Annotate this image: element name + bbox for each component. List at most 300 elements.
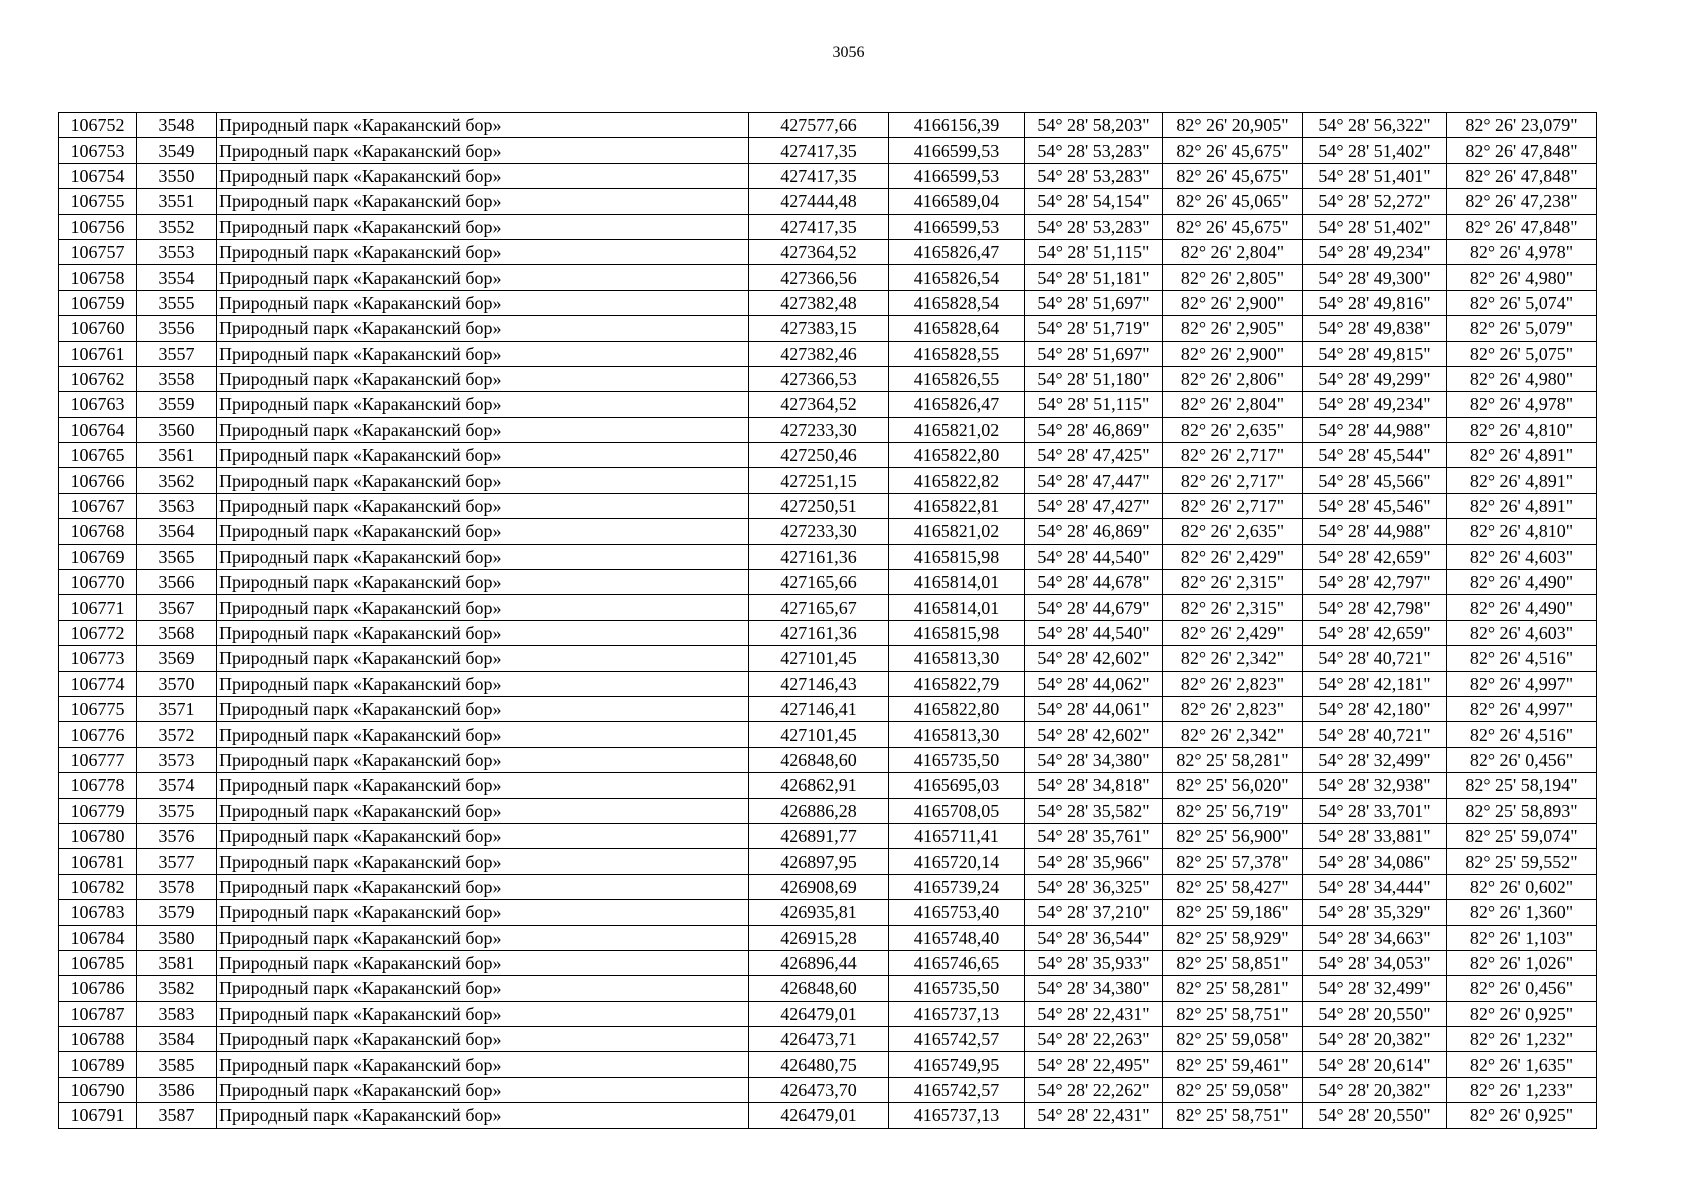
longitude-1-cell: 82° 25' 57,378" [1163, 849, 1303, 874]
table-row [59, 900, 1597, 925]
latitude-2-cell: 54° 28' 51,402" [1303, 138, 1447, 163]
record-id-cell: 106777 [59, 747, 137, 772]
longitude-2-cell: 82° 26' 47,848" [1447, 163, 1597, 188]
point-number-cell: 3568 [137, 620, 217, 645]
latitude-2-cell: 54° 28' 49,234" [1303, 392, 1447, 417]
longitude-1-cell: 82° 26' 2,315" [1163, 570, 1303, 595]
latitude-1-cell: 54° 28' 35,582" [1025, 798, 1163, 823]
record-id-cell: 106766 [59, 468, 137, 493]
point-number-cell: 3561 [137, 443, 217, 468]
point-number-cell: 3581 [137, 950, 217, 975]
table-row [59, 823, 1597, 848]
object-name-cell: Природный парк «Караканский бор» [217, 443, 749, 468]
x-coordinate-cell: 426896,44 [749, 950, 889, 975]
latitude-1-cell: 54° 28' 22,431" [1025, 1103, 1163, 1128]
longitude-1-cell: 82° 26' 2,635" [1163, 519, 1303, 544]
point-number-cell: 3554 [137, 265, 217, 290]
point-number-cell: 3580 [137, 925, 217, 950]
latitude-2-cell: 54° 28' 56,322" [1303, 113, 1447, 138]
object-name-cell: Природный парк «Караканский бор» [217, 519, 749, 544]
longitude-2-cell: 82° 26' 5,079" [1447, 316, 1597, 341]
latitude-2-cell: 54° 28' 33,701" [1303, 798, 1447, 823]
point-number-cell: 3578 [137, 874, 217, 899]
table-row [59, 265, 1597, 290]
record-id-cell: 106762 [59, 366, 137, 391]
table-row [59, 1001, 1597, 1026]
y-coordinate-cell: 4165826,47 [889, 239, 1025, 264]
object-name-cell: Природный парк «Караканский бор» [217, 468, 749, 493]
y-coordinate-cell: 4165826,47 [889, 392, 1025, 417]
record-id-cell: 106756 [59, 214, 137, 239]
x-coordinate-cell: 426479,01 [749, 1001, 889, 1026]
object-name-cell: Природный парк «Караканский бор» [217, 646, 749, 671]
y-coordinate-cell: 4165822,79 [889, 671, 1025, 696]
latitude-1-cell: 54° 28' 46,869" [1025, 519, 1163, 544]
coordinates-table-body [59, 113, 1597, 1129]
object-name-cell: Природный парк «Караканский бор» [217, 722, 749, 747]
object-name-cell: Природный парк «Караканский бор» [217, 823, 749, 848]
object-name-cell: Природный парк «Караканский бор» [217, 214, 749, 239]
table-row [59, 646, 1597, 671]
latitude-1-cell: 54° 28' 53,283" [1025, 138, 1163, 163]
x-coordinate-cell: 427165,67 [749, 595, 889, 620]
x-coordinate-cell: 427417,35 [749, 163, 889, 188]
y-coordinate-cell: 4165815,98 [889, 544, 1025, 569]
latitude-2-cell: 54° 28' 34,086" [1303, 849, 1447, 874]
longitude-1-cell: 82° 25' 59,058" [1163, 1027, 1303, 1052]
latitude-1-cell: 54° 28' 51,697" [1025, 290, 1163, 315]
longitude-2-cell: 82° 26' 1,635" [1447, 1052, 1597, 1077]
point-number-cell: 3587 [137, 1103, 217, 1128]
record-id-cell: 106774 [59, 671, 137, 696]
longitude-1-cell: 82° 25' 56,900" [1163, 823, 1303, 848]
record-id-cell: 106787 [59, 1001, 137, 1026]
object-name-cell: Природный парк «Караканский бор» [217, 544, 749, 569]
point-number-cell: 3567 [137, 595, 217, 620]
record-id-cell: 106761 [59, 341, 137, 366]
latitude-1-cell: 54° 28' 58,203" [1025, 113, 1163, 138]
latitude-1-cell: 54° 28' 35,761" [1025, 823, 1163, 848]
latitude-1-cell: 54° 28' 37,210" [1025, 900, 1163, 925]
point-number-cell: 3550 [137, 163, 217, 188]
object-name-cell: Природный парк «Караканский бор» [217, 696, 749, 721]
latitude-2-cell: 54° 28' 20,614" [1303, 1052, 1447, 1077]
latitude-2-cell: 54° 28' 40,721" [1303, 646, 1447, 671]
table-row [59, 798, 1597, 823]
longitude-2-cell: 82° 25' 59,552" [1447, 849, 1597, 874]
longitude-2-cell: 82° 26' 4,603" [1447, 620, 1597, 645]
x-coordinate-cell: 427161,36 [749, 620, 889, 645]
longitude-1-cell: 82° 26' 2,717" [1163, 468, 1303, 493]
latitude-1-cell: 54° 28' 51,181" [1025, 265, 1163, 290]
longitude-2-cell: 82° 26' 1,233" [1447, 1077, 1597, 1102]
table-row [59, 316, 1597, 341]
object-name-cell: Природный парк «Караканский бор» [217, 265, 749, 290]
table-row [59, 595, 1597, 620]
record-id-cell: 106763 [59, 392, 137, 417]
table-row [59, 493, 1597, 518]
record-id-cell: 106786 [59, 976, 137, 1001]
y-coordinate-cell: 4165826,55 [889, 366, 1025, 391]
latitude-2-cell: 54° 28' 32,938" [1303, 773, 1447, 798]
y-coordinate-cell: 4165813,30 [889, 722, 1025, 747]
longitude-2-cell: 82° 26' 4,603" [1447, 544, 1597, 569]
coordinates-table [58, 112, 1597, 1129]
y-coordinate-cell: 4166156,39 [889, 113, 1025, 138]
y-coordinate-cell: 4166599,53 [889, 163, 1025, 188]
record-id-cell: 106757 [59, 239, 137, 264]
record-id-cell: 106764 [59, 417, 137, 442]
object-name-cell: Природный парк «Караканский бор» [217, 900, 749, 925]
table-row [59, 544, 1597, 569]
table-row [59, 976, 1597, 1001]
y-coordinate-cell: 4165695,03 [889, 773, 1025, 798]
latitude-2-cell: 54° 28' 45,544" [1303, 443, 1447, 468]
y-coordinate-cell: 4165813,30 [889, 646, 1025, 671]
latitude-2-cell: 54° 28' 44,988" [1303, 417, 1447, 442]
point-number-cell: 3575 [137, 798, 217, 823]
latitude-1-cell: 54° 28' 53,283" [1025, 163, 1163, 188]
longitude-2-cell: 82° 26' 0,456" [1447, 976, 1597, 1001]
y-coordinate-cell: 4165814,01 [889, 595, 1025, 620]
object-name-cell: Природный парк «Караканский бор» [217, 798, 749, 823]
point-number-cell: 3548 [137, 113, 217, 138]
latitude-2-cell: 54° 28' 40,721" [1303, 722, 1447, 747]
x-coordinate-cell: 426480,75 [749, 1052, 889, 1077]
longitude-2-cell: 82° 26' 1,103" [1447, 925, 1597, 950]
longitude-2-cell: 82° 26' 4,490" [1447, 570, 1597, 595]
object-name-cell: Природный парк «Караканский бор» [217, 239, 749, 264]
table-row [59, 138, 1597, 163]
longitude-2-cell: 82° 26' 4,891" [1447, 493, 1597, 518]
x-coordinate-cell: 427577,66 [749, 113, 889, 138]
latitude-1-cell: 54° 28' 51,697" [1025, 341, 1163, 366]
table-row [59, 722, 1597, 747]
latitude-2-cell: 54° 28' 42,181" [1303, 671, 1447, 696]
object-name-cell: Природный парк «Караканский бор» [217, 163, 749, 188]
longitude-2-cell: 82° 26' 4,490" [1447, 595, 1597, 620]
table-row [59, 950, 1597, 975]
y-coordinate-cell: 4165822,80 [889, 696, 1025, 721]
record-id-cell: 106788 [59, 1027, 137, 1052]
table-row [59, 747, 1597, 772]
y-coordinate-cell: 4165828,54 [889, 290, 1025, 315]
latitude-2-cell: 54° 28' 20,382" [1303, 1077, 1447, 1102]
x-coordinate-cell: 427101,45 [749, 722, 889, 747]
latitude-1-cell: 54° 28' 44,540" [1025, 544, 1163, 569]
record-id-cell: 106779 [59, 798, 137, 823]
x-coordinate-cell: 426862,91 [749, 773, 889, 798]
longitude-1-cell: 82° 26' 20,905" [1163, 113, 1303, 138]
table-row [59, 239, 1597, 264]
point-number-cell: 3552 [137, 214, 217, 239]
table-row [59, 925, 1597, 950]
record-id-cell: 106782 [59, 874, 137, 899]
longitude-2-cell: 82° 26' 23,079" [1447, 113, 1597, 138]
latitude-2-cell: 54° 28' 52,272" [1303, 189, 1447, 214]
longitude-2-cell: 82° 26' 4,997" [1447, 696, 1597, 721]
latitude-1-cell: 54° 28' 22,431" [1025, 1001, 1163, 1026]
longitude-1-cell: 82° 26' 2,717" [1163, 493, 1303, 518]
longitude-2-cell: 82° 26' 4,980" [1447, 366, 1597, 391]
object-name-cell: Природный парк «Караканский бор» [217, 671, 749, 696]
y-coordinate-cell: 4165828,55 [889, 341, 1025, 366]
longitude-1-cell: 82° 26' 45,675" [1163, 214, 1303, 239]
table-row [59, 773, 1597, 798]
record-id-cell: 106785 [59, 950, 137, 975]
record-id-cell: 106772 [59, 620, 137, 645]
longitude-1-cell: 82° 25' 58,929" [1163, 925, 1303, 950]
longitude-1-cell: 82° 26' 2,823" [1163, 671, 1303, 696]
record-id-cell: 106755 [59, 189, 137, 214]
longitude-1-cell: 82° 26' 2,717" [1163, 443, 1303, 468]
longitude-2-cell: 82° 26' 1,026" [1447, 950, 1597, 975]
object-name-cell: Природный парк «Караканский бор» [217, 1027, 749, 1052]
record-id-cell: 106754 [59, 163, 137, 188]
latitude-1-cell: 54° 28' 44,062" [1025, 671, 1163, 696]
point-number-cell: 3579 [137, 900, 217, 925]
longitude-1-cell: 82° 25' 58,751" [1163, 1103, 1303, 1128]
point-number-cell: 3558 [137, 366, 217, 391]
table-row [59, 874, 1597, 899]
y-coordinate-cell: 4165737,13 [889, 1103, 1025, 1128]
longitude-2-cell: 82° 26' 5,074" [1447, 290, 1597, 315]
table-row [59, 417, 1597, 442]
y-coordinate-cell: 4165822,81 [889, 493, 1025, 518]
point-number-cell: 3559 [137, 392, 217, 417]
longitude-1-cell: 82° 26' 2,900" [1163, 341, 1303, 366]
y-coordinate-cell: 4166599,53 [889, 214, 1025, 239]
table-row [59, 620, 1597, 645]
longitude-2-cell: 82° 26' 0,925" [1447, 1001, 1597, 1026]
latitude-2-cell: 54° 28' 49,299" [1303, 366, 1447, 391]
object-name-cell: Природный парк «Караканский бор» [217, 1103, 749, 1128]
object-name-cell: Природный парк «Караканский бор» [217, 874, 749, 899]
object-name-cell: Природный парк «Караканский бор» [217, 976, 749, 1001]
record-id-cell: 106759 [59, 290, 137, 315]
latitude-2-cell: 54° 28' 44,988" [1303, 519, 1447, 544]
y-coordinate-cell: 4165708,05 [889, 798, 1025, 823]
latitude-1-cell: 54° 28' 36,544" [1025, 925, 1163, 950]
record-id-cell: 106773 [59, 646, 137, 671]
x-coordinate-cell: 427101,45 [749, 646, 889, 671]
longitude-2-cell: 82° 26' 1,360" [1447, 900, 1597, 925]
x-coordinate-cell: 427444,48 [749, 189, 889, 214]
latitude-2-cell: 54° 28' 51,402" [1303, 214, 1447, 239]
latitude-1-cell: 54° 28' 51,115" [1025, 239, 1163, 264]
latitude-2-cell: 54° 28' 32,499" [1303, 747, 1447, 772]
latitude-2-cell: 54° 28' 49,815" [1303, 341, 1447, 366]
longitude-1-cell: 82° 25' 58,281" [1163, 976, 1303, 1001]
record-id-cell: 106769 [59, 544, 137, 569]
object-name-cell: Природный парк «Караканский бор» [217, 1077, 749, 1102]
point-number-cell: 3549 [137, 138, 217, 163]
longitude-1-cell: 82° 25' 59,058" [1163, 1077, 1303, 1102]
x-coordinate-cell: 427165,66 [749, 570, 889, 595]
x-coordinate-cell: 427233,30 [749, 417, 889, 442]
y-coordinate-cell: 4165749,95 [889, 1052, 1025, 1077]
record-id-cell: 106776 [59, 722, 137, 747]
record-id-cell: 106752 [59, 113, 137, 138]
x-coordinate-cell: 427146,41 [749, 696, 889, 721]
y-coordinate-cell: 4165739,24 [889, 874, 1025, 899]
latitude-1-cell: 54° 28' 51,180" [1025, 366, 1163, 391]
latitude-1-cell: 54° 28' 51,115" [1025, 392, 1163, 417]
latitude-1-cell: 54° 28' 22,263" [1025, 1027, 1163, 1052]
table-row [59, 849, 1597, 874]
record-id-cell: 106780 [59, 823, 137, 848]
y-coordinate-cell: 4165735,50 [889, 976, 1025, 1001]
latitude-1-cell: 54° 28' 42,602" [1025, 722, 1163, 747]
latitude-2-cell: 54° 28' 34,053" [1303, 950, 1447, 975]
record-id-cell: 106783 [59, 900, 137, 925]
point-number-cell: 3565 [137, 544, 217, 569]
point-number-cell: 3577 [137, 849, 217, 874]
object-name-cell: Природный парк «Караканский бор» [217, 392, 749, 417]
point-number-cell: 3570 [137, 671, 217, 696]
longitude-1-cell: 82° 25' 56,020" [1163, 773, 1303, 798]
longitude-2-cell: 82° 26' 0,602" [1447, 874, 1597, 899]
latitude-2-cell: 54° 28' 49,234" [1303, 239, 1447, 264]
x-coordinate-cell: 427366,53 [749, 366, 889, 391]
table-row [59, 189, 1597, 214]
longitude-2-cell: 82° 26' 4,978" [1447, 239, 1597, 264]
point-number-cell: 3564 [137, 519, 217, 544]
latitude-1-cell: 54° 28' 47,427" [1025, 493, 1163, 518]
longitude-1-cell: 82° 25' 58,751" [1163, 1001, 1303, 1026]
latitude-2-cell: 54° 28' 49,816" [1303, 290, 1447, 315]
latitude-2-cell: 54° 28' 45,566" [1303, 468, 1447, 493]
table-row [59, 163, 1597, 188]
latitude-1-cell: 54° 28' 36,325" [1025, 874, 1163, 899]
x-coordinate-cell: 426886,28 [749, 798, 889, 823]
latitude-2-cell: 54° 28' 33,881" [1303, 823, 1447, 848]
longitude-1-cell: 82° 26' 2,342" [1163, 722, 1303, 747]
point-number-cell: 3560 [137, 417, 217, 442]
latitude-1-cell: 54° 28' 53,283" [1025, 214, 1163, 239]
longitude-2-cell: 82° 26' 47,848" [1447, 214, 1597, 239]
latitude-2-cell: 54° 28' 42,659" [1303, 620, 1447, 645]
longitude-2-cell: 82° 25' 58,194" [1447, 773, 1597, 798]
y-coordinate-cell: 4166589,04 [889, 189, 1025, 214]
y-coordinate-cell: 4165742,57 [889, 1077, 1025, 1102]
object-name-cell: Природный парк «Караканский бор» [217, 316, 749, 341]
latitude-1-cell: 54° 28' 42,602" [1025, 646, 1163, 671]
point-number-cell: 3557 [137, 341, 217, 366]
longitude-2-cell: 82° 26' 47,238" [1447, 189, 1597, 214]
y-coordinate-cell: 4165748,40 [889, 925, 1025, 950]
latitude-2-cell: 54° 28' 34,663" [1303, 925, 1447, 950]
table-row [59, 1027, 1597, 1052]
record-id-cell: 106770 [59, 570, 137, 595]
point-number-cell: 3569 [137, 646, 217, 671]
table-row [59, 570, 1597, 595]
y-coordinate-cell: 4165821,02 [889, 519, 1025, 544]
latitude-1-cell: 54° 28' 34,380" [1025, 747, 1163, 772]
latitude-2-cell: 54° 28' 20,550" [1303, 1001, 1447, 1026]
x-coordinate-cell: 426848,60 [749, 976, 889, 1001]
latitude-1-cell: 54° 28' 44,679" [1025, 595, 1163, 620]
y-coordinate-cell: 4165735,50 [889, 747, 1025, 772]
page-number: 3056 [832, 44, 865, 61]
point-number-cell: 3553 [137, 239, 217, 264]
point-number-cell: 3583 [137, 1001, 217, 1026]
latitude-2-cell: 54° 28' 51,401" [1303, 163, 1447, 188]
longitude-1-cell: 82° 25' 58,427" [1163, 874, 1303, 899]
object-name-cell: Природный парк «Караканский бор» [217, 417, 749, 442]
object-name-cell: Природный парк «Караканский бор» [217, 1052, 749, 1077]
longitude-2-cell: 82° 26' 4,810" [1447, 519, 1597, 544]
latitude-1-cell: 54° 28' 46,869" [1025, 417, 1163, 442]
longitude-1-cell: 82° 25' 59,461" [1163, 1052, 1303, 1077]
latitude-1-cell: 54° 28' 34,380" [1025, 976, 1163, 1001]
record-id-cell: 106784 [59, 925, 137, 950]
x-coordinate-cell: 426915,28 [749, 925, 889, 950]
y-coordinate-cell: 4165720,14 [889, 849, 1025, 874]
latitude-2-cell: 54° 28' 49,838" [1303, 316, 1447, 341]
longitude-2-cell: 82° 26' 4,810" [1447, 417, 1597, 442]
latitude-2-cell: 54° 28' 35,329" [1303, 900, 1447, 925]
table-row [59, 366, 1597, 391]
object-name-cell: Природный парк «Караканский бор» [217, 138, 749, 163]
object-name-cell: Природный парк «Караканский бор» [217, 595, 749, 620]
longitude-1-cell: 82° 26' 2,804" [1163, 392, 1303, 417]
y-coordinate-cell: 4165753,40 [889, 900, 1025, 925]
longitude-1-cell: 82° 26' 2,806" [1163, 366, 1303, 391]
x-coordinate-cell: 426848,60 [749, 747, 889, 772]
y-coordinate-cell: 4165814,01 [889, 570, 1025, 595]
longitude-2-cell: 82° 26' 4,997" [1447, 671, 1597, 696]
latitude-2-cell: 54° 28' 49,300" [1303, 265, 1447, 290]
x-coordinate-cell: 427366,56 [749, 265, 889, 290]
point-number-cell: 3556 [137, 316, 217, 341]
x-coordinate-cell: 426935,81 [749, 900, 889, 925]
y-coordinate-cell: 4165742,57 [889, 1027, 1025, 1052]
latitude-1-cell: 54° 28' 44,540" [1025, 620, 1163, 645]
y-coordinate-cell: 4165815,98 [889, 620, 1025, 645]
x-coordinate-cell: 427161,36 [749, 544, 889, 569]
longitude-1-cell: 82° 26' 2,900" [1163, 290, 1303, 315]
record-id-cell: 106789 [59, 1052, 137, 1077]
longitude-2-cell: 82° 26' 1,232" [1447, 1027, 1597, 1052]
record-id-cell: 106771 [59, 595, 137, 620]
x-coordinate-cell: 426897,95 [749, 849, 889, 874]
y-coordinate-cell: 4165737,13 [889, 1001, 1025, 1026]
longitude-1-cell: 82° 26' 45,675" [1163, 138, 1303, 163]
y-coordinate-cell: 4165822,80 [889, 443, 1025, 468]
longitude-2-cell: 82° 26' 4,978" [1447, 392, 1597, 417]
table-row [59, 443, 1597, 468]
table-row [59, 341, 1597, 366]
point-number-cell: 3586 [137, 1077, 217, 1102]
x-coordinate-cell: 427250,51 [749, 493, 889, 518]
x-coordinate-cell: 426908,69 [749, 874, 889, 899]
longitude-1-cell: 82° 26' 2,315" [1163, 595, 1303, 620]
longitude-1-cell: 82° 25' 59,186" [1163, 900, 1303, 925]
object-name-cell: Природный парк «Караканский бор» [217, 290, 749, 315]
latitude-2-cell: 54° 28' 42,659" [1303, 544, 1447, 569]
object-name-cell: Природный парк «Караканский бор» [217, 950, 749, 975]
longitude-1-cell: 82° 26' 2,429" [1163, 544, 1303, 569]
record-id-cell: 106790 [59, 1077, 137, 1102]
latitude-1-cell: 54° 28' 44,678" [1025, 570, 1163, 595]
y-coordinate-cell: 4165711,41 [889, 823, 1025, 848]
latitude-1-cell: 54° 28' 22,262" [1025, 1077, 1163, 1102]
latitude-1-cell: 54° 28' 22,495" [1025, 1052, 1163, 1077]
longitude-2-cell: 82° 26' 4,891" [1447, 443, 1597, 468]
longitude-2-cell: 82° 26' 4,891" [1447, 468, 1597, 493]
latitude-2-cell: 54° 28' 45,546" [1303, 493, 1447, 518]
